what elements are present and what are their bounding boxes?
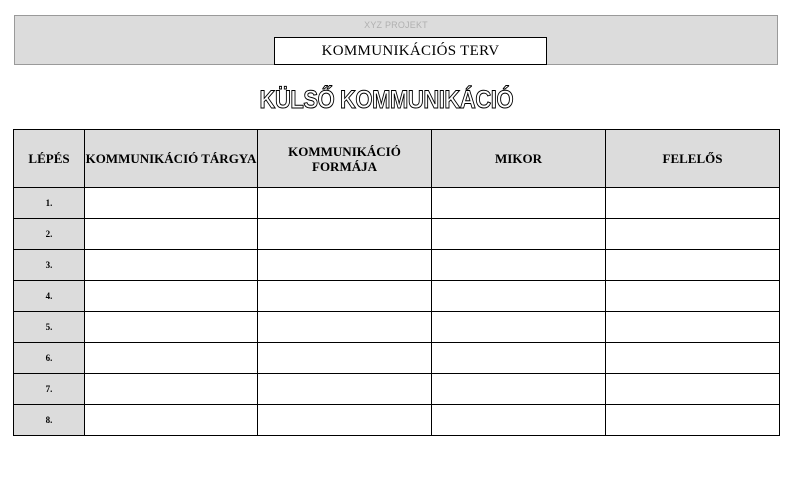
responsible-cell[interactable]: [606, 405, 780, 436]
responsible-cell[interactable]: [606, 374, 780, 405]
step-number-cell: 5.: [14, 312, 85, 343]
step-number-cell: 3.: [14, 250, 85, 281]
column-header-when: MIKOR: [432, 130, 606, 188]
subject-cell[interactable]: [85, 312, 258, 343]
subject-cell[interactable]: [85, 405, 258, 436]
subject-cell[interactable]: [85, 374, 258, 405]
section-title: KÜLSŐ KOMMUNIKÁCIÓ: [259, 86, 514, 114]
responsible-cell[interactable]: [606, 219, 780, 250]
plan-title: KOMMUNIKÁCIÓS TERV: [274, 37, 547, 65]
table-row: [14, 219, 780, 250]
subject-cell[interactable]: [85, 343, 258, 374]
when-cell[interactable]: [432, 312, 606, 343]
table-row: [14, 343, 780, 374]
form-cell[interactable]: [258, 312, 432, 343]
table-row: [14, 188, 780, 219]
responsible-cell[interactable]: [606, 250, 780, 281]
subject-cell[interactable]: [85, 281, 258, 312]
subject-cell[interactable]: [85, 219, 258, 250]
form-cell[interactable]: [258, 281, 432, 312]
step-number-cell: 2.: [14, 219, 85, 250]
form-cell[interactable]: [258, 188, 432, 219]
column-header-form: KOMMUNIKÁCIÓ FORMÁJA: [258, 130, 432, 188]
responsible-cell[interactable]: [606, 281, 780, 312]
step-number-cell: 4.: [14, 281, 85, 312]
when-cell[interactable]: [432, 281, 606, 312]
table-row: [14, 374, 780, 405]
responsible-cell[interactable]: [606, 188, 780, 219]
column-header-subject: KOMMUNIKÁCIÓ TÁRGYA: [85, 130, 258, 188]
when-cell[interactable]: [432, 405, 606, 436]
step-number-cell: 7.: [14, 374, 85, 405]
form-cell[interactable]: [258, 343, 432, 374]
step-number-cell: 1.: [14, 188, 85, 219]
subject-cell[interactable]: [85, 250, 258, 281]
when-cell[interactable]: [432, 219, 606, 250]
table-header-row: [14, 130, 780, 188]
form-cell[interactable]: [258, 405, 432, 436]
when-cell[interactable]: [432, 250, 606, 281]
responsible-cell[interactable]: [606, 343, 780, 374]
subject-cell[interactable]: [85, 188, 258, 219]
when-cell[interactable]: [432, 343, 606, 374]
form-cell[interactable]: [258, 219, 432, 250]
when-cell[interactable]: [432, 374, 606, 405]
when-cell[interactable]: [432, 188, 606, 219]
form-cell[interactable]: [258, 374, 432, 405]
table-row: [14, 312, 780, 343]
step-number-cell: 6.: [14, 343, 85, 374]
column-header-responsible: FELELŐS: [606, 130, 780, 188]
header-band: [14, 15, 778, 65]
responsible-cell[interactable]: [606, 312, 780, 343]
step-number-cell: 8.: [14, 405, 85, 436]
column-header-step: LÉPÉS: [14, 130, 85, 188]
communication-table: [13, 129, 780, 436]
table-row: [14, 281, 780, 312]
table-row: [14, 405, 780, 436]
table-row: [14, 250, 780, 281]
form-cell[interactable]: [258, 250, 432, 281]
project-label: XYZ PROJEKT: [364, 20, 428, 30]
